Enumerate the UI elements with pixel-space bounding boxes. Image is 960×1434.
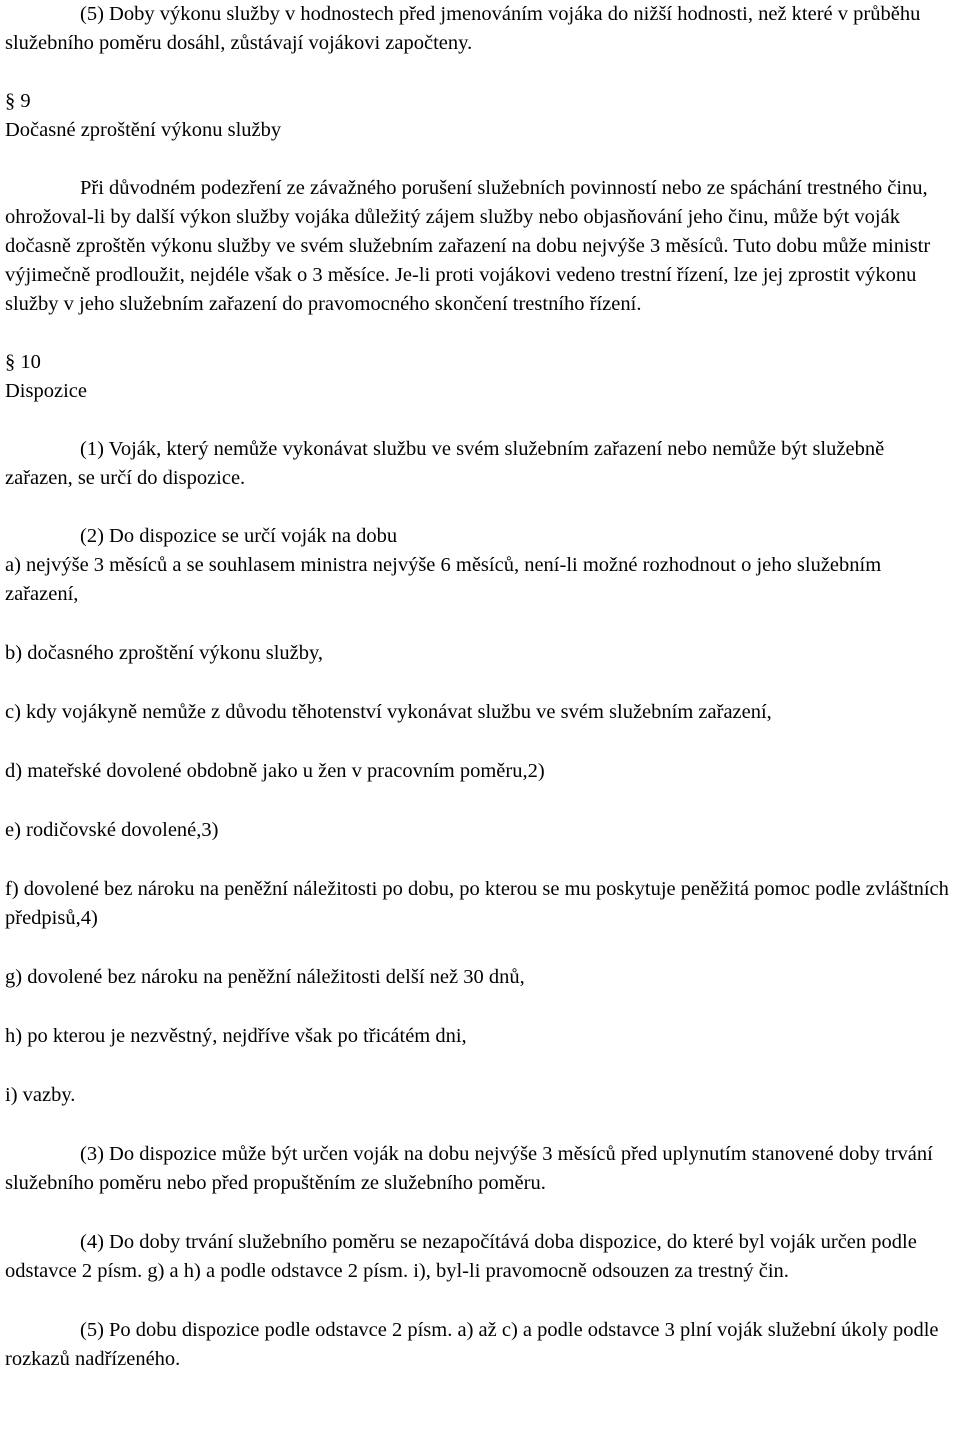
section-10-paragraph-4: (4) Do doby trvání služebního poměru se nezapočítává doba dispozice, do které byl voják určen podle odstavce 2 písm. g) a h) a podle odstavce 2 písm. i), byl-li pravomocně odsouzen za trestný čin. xyxy=(5,1231,917,1282)
section-10-paragraph-1: (1) Voják, který nemůže vykonávat službu ve svém služebním zařazení nebo nemůže být služebně zařazen, se určí do dispozice. xyxy=(5,438,885,489)
list-item-i: i) vazby. xyxy=(5,1084,76,1106)
section-9-title: Dočasné zproštění výkonu služby xyxy=(5,119,282,141)
section-9-text: Při důvodném podezření ze závažného porušení služebních povinností nebo ze spáchání trestného činu, ohrožoval-li by další výkon služby vojáka důležitý zájem služby nebo objasňování jeho činu, může být voják dočasně zproštěn výkonu služby ve svém služebním zařazení na dobu nejvýše 3 měsíců. Tuto dobu může ministr výjimečně prodloužit, nejdéle však o 3 měsíce. Je-li proti vojákovi vedeno trestní řízení, lze jej zprostit výkonu služby v jeho služebním zařazení do pravomocného skončení trestního řízení. xyxy=(5,177,931,315)
list-item-d: d) mateřské dovolené obdobně jako u žen v pracovním poměru,2) xyxy=(5,760,545,782)
list-item-c: c) kdy vojákyně nemůže z důvodu těhotenství vykonávat službu ve svém služebním zařazení, xyxy=(5,701,772,723)
section-10-paragraph-3: (3) Do dispozice může být určen voják na dobu nejvýše 3 měsíců před uplynutím stanovené doby trvání služebního poměru nebo před propuštěním ze služebního poměru. xyxy=(5,1143,933,1194)
section-10-paragraph-5: (5) Po dobu dispozice podle odstavce 2 písm. a) až c) a podle odstavce 3 plní voják služební úkoly podle rozkazů nadřízeného. xyxy=(5,1319,939,1370)
section-10-title: Dispozice xyxy=(5,380,87,402)
list-item-g: g) dovolené bez nároku na peněžní náležitosti delší než 30 dnů, xyxy=(5,966,525,988)
document-page xyxy=(5,0,955,1374)
list-item-b: b) dočasného zproštění výkonu služby, xyxy=(5,642,324,664)
paragraph-8-5: (5) Doby výkonu služby v hodnostech před jmenováním vojáka do nižší hodnosti, než které v průběhu služebního poměru dosáhl, zůstávají vojákovi započteny. xyxy=(5,3,921,54)
section-9-number: § 9 xyxy=(5,90,31,112)
section-10-number: § 10 xyxy=(5,351,41,373)
section-10-paragraph-2-intro: (2) Do dispozice se určí voják na dobu xyxy=(80,525,398,547)
list-item-e: e) rodičovské dovolené,3) xyxy=(5,819,219,841)
list-item-f: f) dovolené bez nároku na peněžní náležitosti po dobu, po kterou se mu poskytuje peněžitá pomoc podle zvláštních předpisů,4) xyxy=(5,878,949,929)
list-item-a: a) nejvýše 3 měsíců a se souhlasem ministra nejvýše 6 měsíců, není-li možné rozhodnout o jeho služebním zařazení, xyxy=(5,554,882,605)
list-item-h: h) po kterou je nezvěstný, nejdříve však po třicátém dni, xyxy=(5,1025,467,1047)
